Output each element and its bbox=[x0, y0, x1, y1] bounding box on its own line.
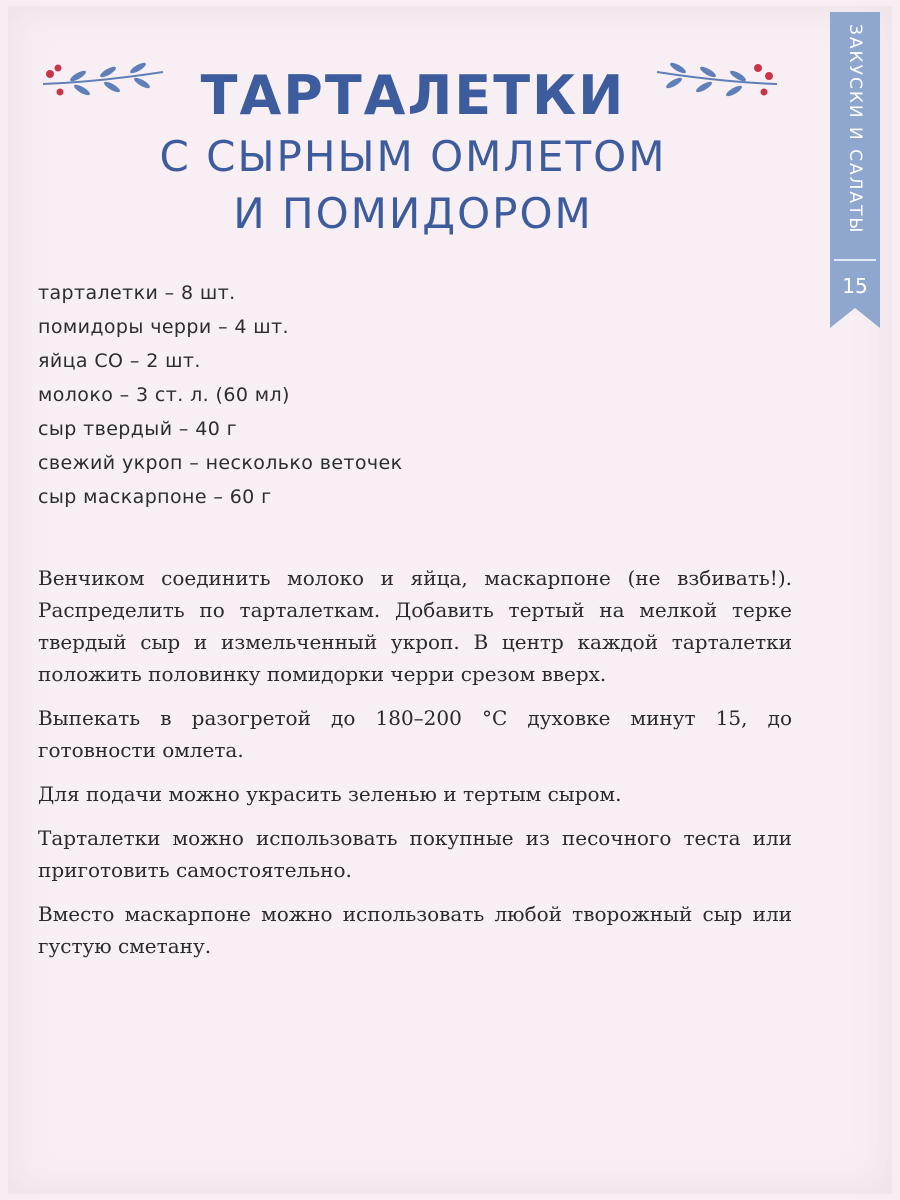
recipe-subtitle-line1: С СЫРНЫМ ОМЛЕТОМ bbox=[159, 132, 667, 181]
section-bookmark-ribbon bbox=[830, 12, 880, 328]
recipe-subtitle-line2: И ПОМИДОРОМ bbox=[233, 189, 593, 238]
section-label: ЗАКУСКИ И САЛАТЫ bbox=[845, 24, 865, 235]
recipe-title: ТАРТАЛЕТКИ bbox=[200, 64, 626, 127]
method-text bbox=[38, 562, 792, 974]
ingredient-item: сыр маскарпоне – 60 г bbox=[38, 486, 272, 508]
ingredient-item: помидоры черри – 4 шт. bbox=[38, 316, 289, 338]
ingredient-item: яйца СО – 2 шт. bbox=[38, 350, 201, 372]
method-paragraph: Венчиком соединить молоко и яйца, маскарпоне (не взбивать!). Распределить по тарталеткам. Добавить тертый на мелкой терке твердый сыр и измельченный укроп. В центр каждой тарталетки положить половинку помидорки черри срезом вверх. bbox=[38, 566, 792, 686]
method-paragraph: Выпекать в разогретой до 180–200 °С духовке минут 15, до готовности омлета. bbox=[38, 706, 792, 762]
ingredient-item: свежий укроп – несколько веточек bbox=[38, 452, 403, 474]
ingredient-item: тарталетки – 8 шт. bbox=[38, 282, 236, 304]
recipe-page bbox=[8, 6, 892, 1194]
ingredient-item: сыр твердый – 40 г bbox=[38, 418, 238, 440]
ingredient-item: молоко – 3 ст. л. (60 мл) bbox=[38, 384, 290, 406]
method-paragraph: Тарталетки можно использовать покупные из песочного теста или приготовить самостоятельно. bbox=[38, 826, 792, 882]
ingredients-list bbox=[38, 276, 403, 514]
method-paragraph: Вместо маскарпоне можно использовать любой творожный сыр или густую сметану. bbox=[38, 902, 792, 958]
method-paragraph: Для подачи можно украсить зеленью и тертым сыром. bbox=[38, 782, 622, 806]
page-number: 15 bbox=[842, 274, 868, 298]
